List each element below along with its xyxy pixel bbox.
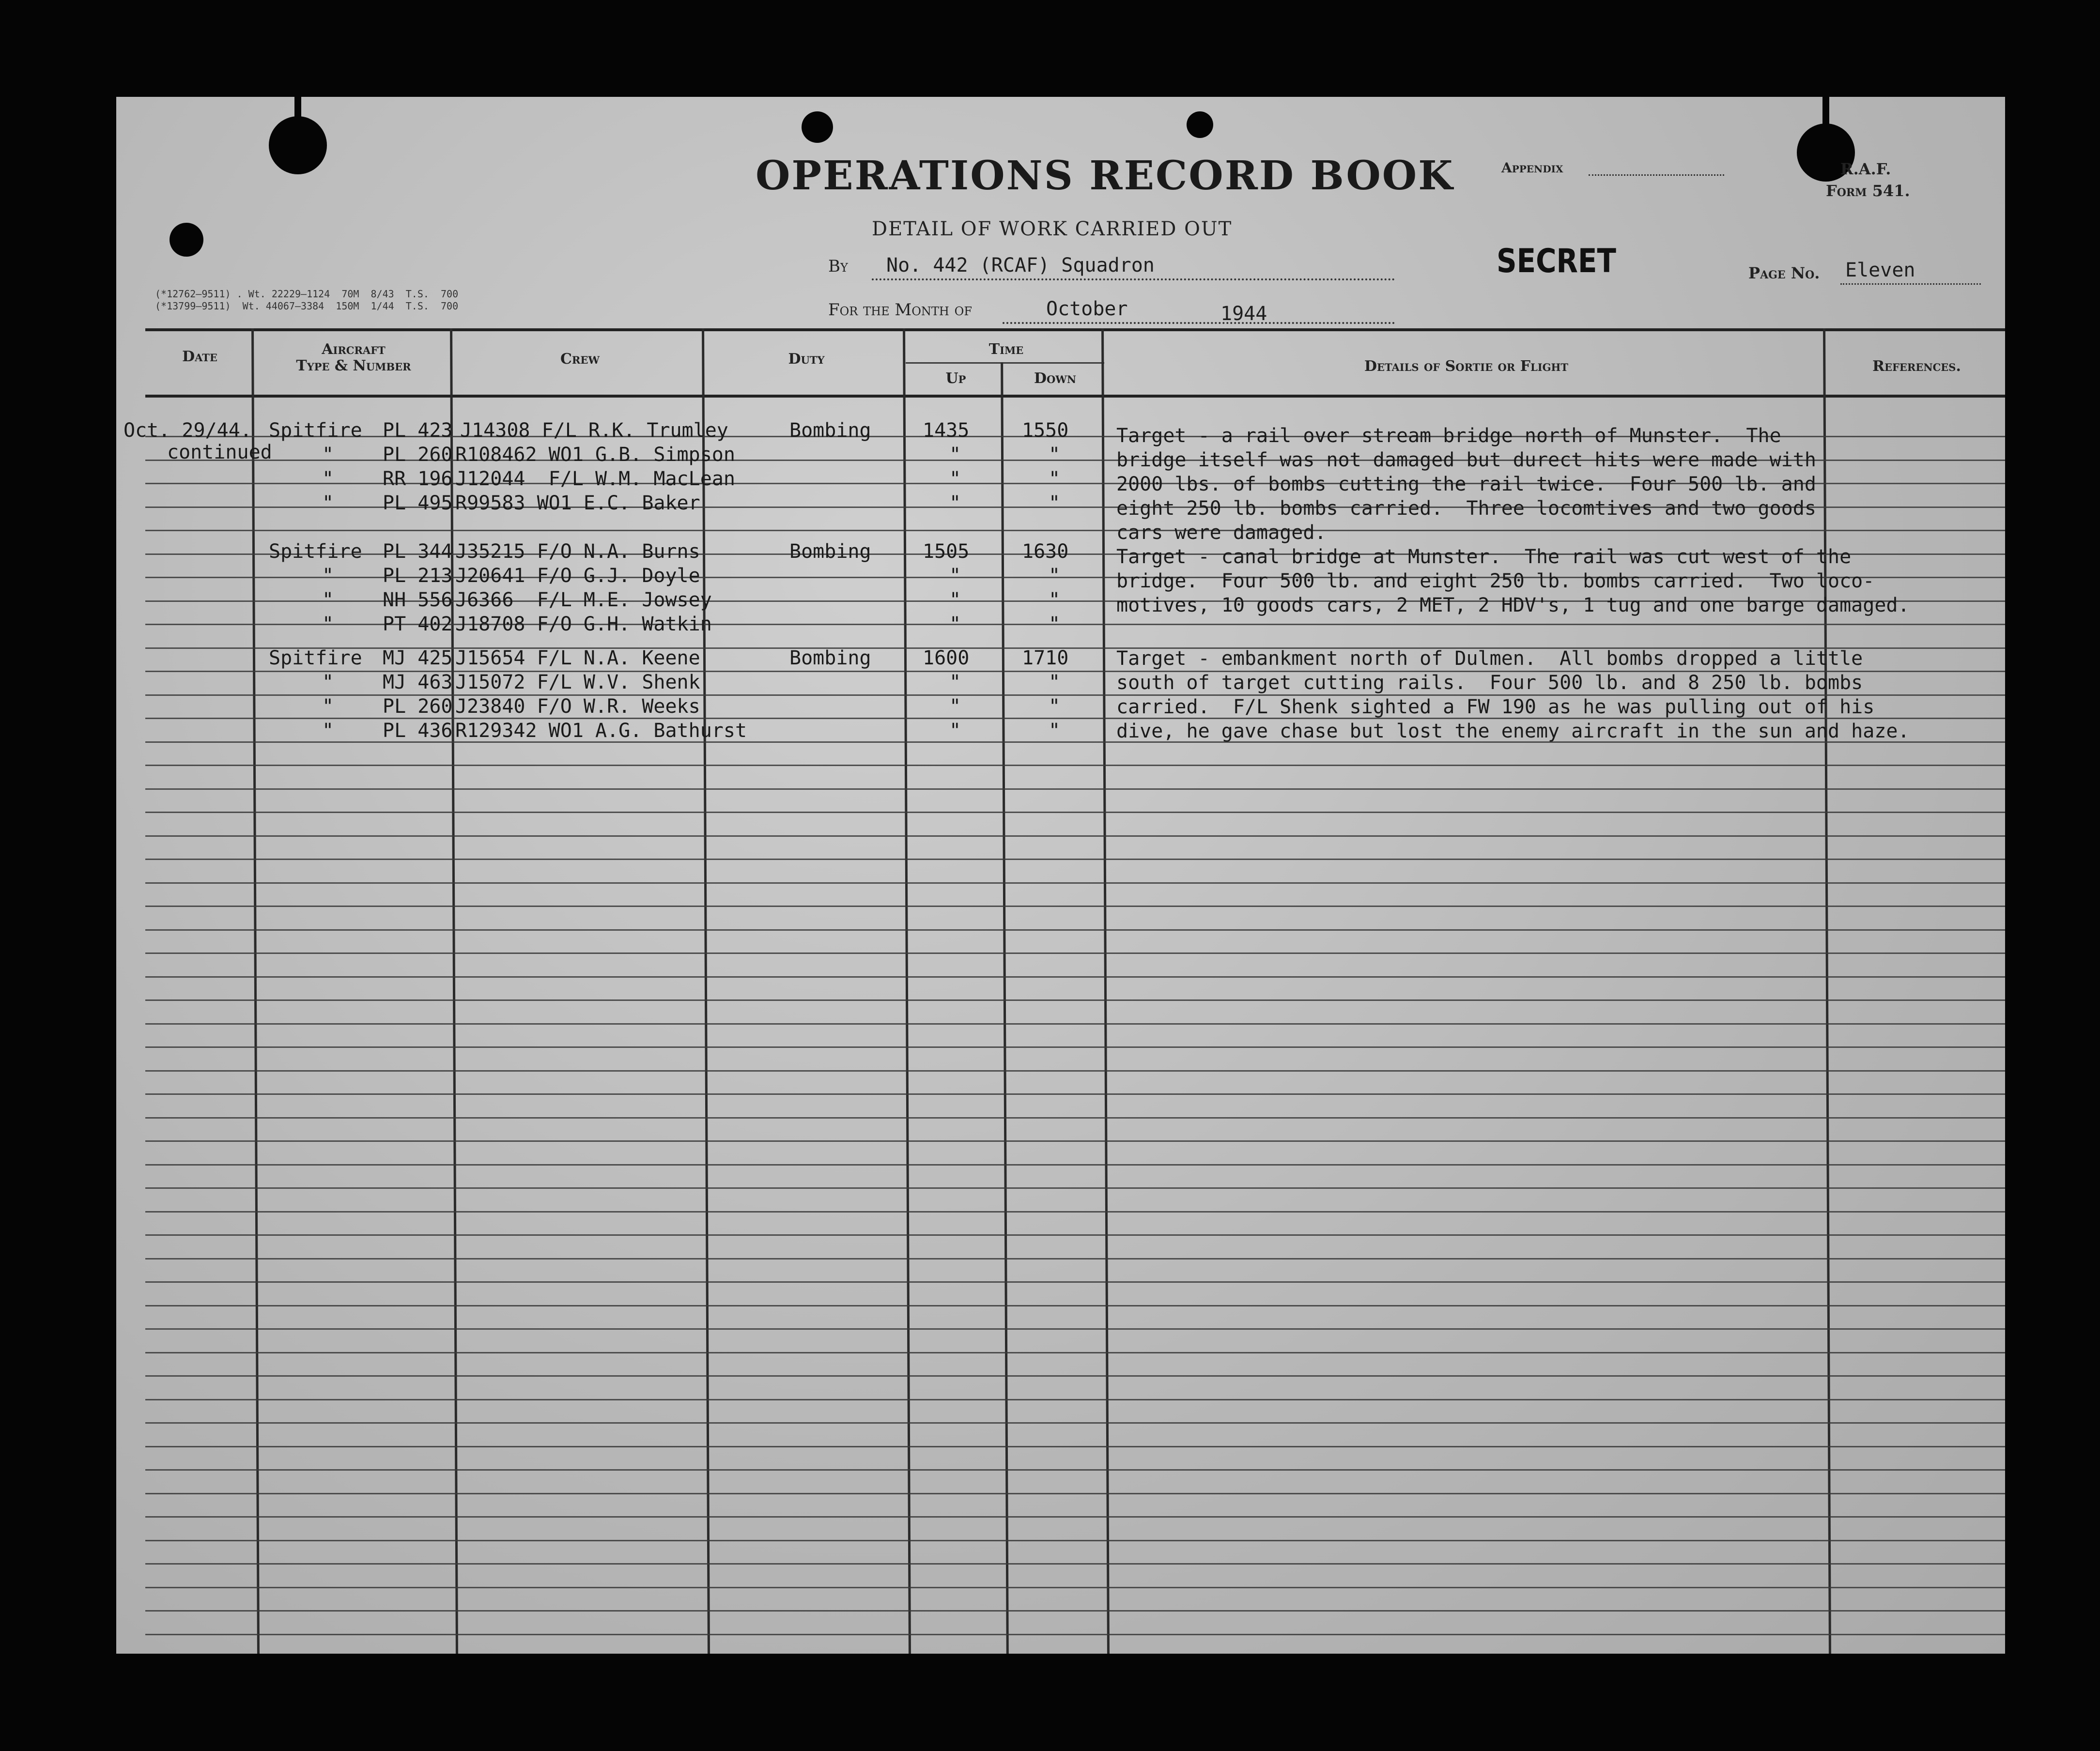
column-header-details: Details of Sortie or Flight <box>1364 358 1569 375</box>
aircraft-type: " <box>322 444 334 466</box>
ruled-line <box>145 1070 2005 1072</box>
time-down: 1550 <box>1022 419 1069 442</box>
punch-hole <box>170 223 203 257</box>
time-down: " <box>1049 671 1061 693</box>
ruled-line <box>145 1610 2005 1612</box>
column-header-down: Down <box>1034 370 1077 387</box>
sortie-date: Oct. 29/44. <box>124 419 252 442</box>
page-number-underline <box>1840 283 1981 285</box>
ruled-line <box>145 1375 2005 1377</box>
crew-member: J23840 F/O W.R. Weeks <box>455 695 700 718</box>
aircraft-number: PL 260 <box>383 444 453 466</box>
aircraft-number: RR 196 <box>383 468 453 490</box>
time-up: " <box>949 720 961 742</box>
aircraft-number: PL 495 <box>383 492 453 514</box>
aircraft-number: PT 402 <box>383 613 453 635</box>
ruled-line <box>145 788 2005 790</box>
form-label: R.A.F. <box>1840 160 1891 178</box>
crew-member: R99583 WO1 E.C. Baker <box>455 492 700 514</box>
sortie-details-line: bridge. Four 500 lb. and eight 250 lb. bombs carried. Two loco- <box>1116 570 1875 592</box>
page-number-value: Eleven <box>1845 259 1915 281</box>
ruled-line <box>145 1046 2005 1048</box>
column-header-time: Time <box>988 341 1024 358</box>
crew-member: J15072 F/L W.V. Shenk <box>455 671 700 693</box>
aircraft-type: " <box>322 671 334 693</box>
sortie-date-continued: continued <box>167 441 272 463</box>
column-divider-up <box>1001 362 1009 1654</box>
column-header-duty: Duty <box>788 351 825 368</box>
appendix-underline <box>1589 174 1724 176</box>
ruled-line <box>145 835 2005 837</box>
aircraft-type: Spitfire <box>269 540 362 563</box>
aircraft-type: " <box>322 613 334 635</box>
sortie-details-line: motives, 10 goods cars, 2 MET, 2 HDV's, 1 tug and one barge damaged. <box>1116 594 1910 616</box>
column-divider-down <box>1101 328 1110 1654</box>
column-divider-duty <box>903 328 911 1654</box>
sortie-details-line: 2000 lbs. of bombs cutting the rail twice. Four 500 lb. and <box>1116 473 1816 495</box>
time-up: " <box>949 589 961 611</box>
ruled-line <box>145 1516 2005 1518</box>
aircraft-number: MJ 425 <box>383 647 453 669</box>
page-title: OPERATIONS RECORD BOOK <box>756 153 1454 199</box>
aircraft-type: " <box>322 589 334 611</box>
aircraft-number: MJ 463 <box>383 671 453 693</box>
crew-member: R129342 WO1 A.G. Bathurst <box>455 720 747 742</box>
sortie-details-line: south of target cutting rails. Four 500 lb. and 8 250 lb. bombs <box>1116 672 1863 694</box>
appendix-label: Appendix <box>1501 160 1563 176</box>
table-top-border <box>145 328 2005 331</box>
time-down: 1630 <box>1022 540 1069 563</box>
aircraft-type: Spitfire <box>269 419 362 442</box>
year-value: 1944 <box>1220 303 1267 325</box>
record-sheet <box>116 97 2005 1654</box>
aircraft-type: " <box>322 468 334 490</box>
time-down: " <box>1049 589 1061 611</box>
aircraft-type: " <box>322 720 334 742</box>
aircraft-type: " <box>322 565 334 587</box>
ruled-line <box>145 1352 2005 1353</box>
punch-hole <box>1187 111 1213 138</box>
ruled-line <box>145 1328 2005 1330</box>
crew-member: J18708 F/O G.H. Watkin <box>455 613 712 635</box>
header-bottom-border <box>145 395 2005 398</box>
aircraft-type: Spitfire <box>269 647 362 669</box>
crew-member: R108462 WO1 G.B. Simpson <box>455 444 735 466</box>
aircraft-number: PL 213 <box>383 565 453 587</box>
aircraft-type: " <box>322 492 334 514</box>
by-label: By <box>828 257 848 276</box>
ruled-line <box>145 1187 2005 1189</box>
time-up: " <box>949 468 961 490</box>
time-down: " <box>1049 695 1061 718</box>
column-header-aircraft: Aircraft Type & Number <box>296 341 411 374</box>
ruled-line <box>145 1140 2005 1142</box>
ruled-line <box>145 1117 2005 1119</box>
column-header-up: Up <box>945 370 966 387</box>
ruled-line <box>145 1164 2005 1166</box>
time-up: 1435 <box>923 419 970 442</box>
time-up: " <box>949 444 961 466</box>
form-number: Form 541. <box>1826 182 1910 200</box>
page-number-label: Page No. <box>1748 264 1820 282</box>
month-value: October <box>1046 298 1128 320</box>
ruled-line <box>145 952 2005 954</box>
ruled-line <box>145 1540 2005 1541</box>
ruled-line <box>145 999 2005 1001</box>
sortie-duty: Bombing <box>789 419 871 442</box>
time-up: " <box>949 613 961 635</box>
ruled-line <box>145 1258 2005 1259</box>
ruled-line <box>145 1587 2005 1588</box>
sortie-details-line: dive, he gave chase but lost the enemy aircraft in the sun and haze. <box>1116 720 1910 742</box>
ruled-line <box>145 1493 2005 1494</box>
column-divider-details <box>1823 328 1831 1654</box>
squadron-name: No. 442 (RCAF) Squadron <box>886 254 1155 276</box>
ruled-line <box>145 530 2005 531</box>
sortie-details-line: bridge itself was not damaged but durect hits were made with <box>1116 449 1816 471</box>
ruled-line <box>145 765 2005 766</box>
sortie-details-line: cars were damaged. <box>1116 522 1327 544</box>
aircraft-number: PL 344 <box>383 540 453 563</box>
sortie-details-line: Target - embankment north of Dulmen. All bombs dropped a little <box>1116 647 1863 670</box>
time-down: " <box>1049 720 1061 742</box>
ruled-line <box>145 882 2005 884</box>
crew-member: J35215 F/O N.A. Burns <box>455 540 700 563</box>
time-down: " <box>1049 613 1061 635</box>
time-up: " <box>949 492 961 514</box>
ruled-line <box>145 1469 2005 1471</box>
time-up: 1600 <box>923 647 970 669</box>
column-header-references: References. <box>1872 358 1961 375</box>
print-code-line-2: (*13799—9511) Wt. 44067—3384 150M 1/44 T.S. 700 <box>155 300 459 312</box>
time-header-divider <box>906 362 1104 364</box>
ruled-line <box>145 976 2005 978</box>
crew-member: J14308 F/L R.K. Trumley <box>460 419 728 442</box>
month-underline <box>1003 322 1395 324</box>
punch-hole <box>802 111 833 143</box>
sortie-details-line: carried. F/L Shenk sighted a FW 190 as he was pulling out of his <box>1116 696 1875 718</box>
print-code-line-1: (*12762—9511) . Wt. 22229—1124 70M 8/43 T.S. 700 <box>155 288 459 300</box>
time-down: 1710 <box>1022 647 1069 669</box>
sortie-details-line: Target - a rail over stream bridge north of Munster. The <box>1116 425 1781 447</box>
time-down: " <box>1049 492 1061 514</box>
ruled-line <box>145 1446 2005 1447</box>
crew-member: J12044 F/L W.M. MacLean <box>455 468 735 490</box>
sortie-details-line: eight 250 lb. bombs carried. Three locomtives and two goods <box>1116 497 1816 520</box>
ruled-line <box>145 812 2005 813</box>
aircraft-type: " <box>322 695 334 718</box>
ruled-line <box>145 1234 2005 1236</box>
column-divider-crew <box>702 328 710 1654</box>
time-down: " <box>1049 444 1061 466</box>
time-up: " <box>949 695 961 718</box>
aircraft-number: NH 556 <box>383 589 453 611</box>
ruled-line <box>145 1023 2005 1025</box>
ruled-line <box>145 1305 2005 1306</box>
ruled-line <box>145 1563 2005 1565</box>
crew-member: J6366 F/L M.E. Jowsey <box>455 589 712 611</box>
ruled-line <box>145 906 2005 907</box>
ruled-line <box>145 929 2005 931</box>
punch-hole-slot <box>1822 97 1829 131</box>
time-up: " <box>949 671 961 693</box>
ruled-line <box>145 1634 2005 1635</box>
time-down: " <box>1049 565 1061 587</box>
by-underline <box>872 278 1395 280</box>
ruled-line <box>145 1399 2005 1400</box>
time-up: 1505 <box>923 540 970 563</box>
time-up: " <box>949 565 961 587</box>
aircraft-number: PL 436 <box>383 720 453 742</box>
ruled-line <box>145 1211 2005 1213</box>
sortie-details-line: Target - canal bridge at Munster. The rail was cut west of the <box>1116 546 1852 568</box>
ruled-line <box>145 1093 2005 1095</box>
ruled-line <box>145 859 2005 860</box>
page-subtitle: DETAIL OF WORK CARRIED OUT <box>872 218 1233 240</box>
column-header-date: Date <box>182 348 217 365</box>
aircraft-number: PL 260 <box>383 695 453 718</box>
punch-hole-slot <box>294 97 301 126</box>
aircraft-number: PL 423 <box>383 419 453 442</box>
ruled-line <box>145 1422 2005 1424</box>
column-divider-date <box>251 328 260 1654</box>
ruled-line <box>145 1281 2005 1283</box>
sortie-duty: Bombing <box>789 540 871 563</box>
crew-member: J20641 F/O G.J. Doyle <box>455 565 700 587</box>
secret-stamp: SECRET <box>1497 242 1616 280</box>
crew-member: J15654 F/L N.A. Keene <box>455 647 700 669</box>
column-header-crew: Crew <box>560 351 600 368</box>
time-down: " <box>1049 468 1061 490</box>
month-label: For the Month of <box>828 300 972 320</box>
column-divider-aircraft <box>450 328 458 1654</box>
sortie-duty: Bombing <box>789 647 871 669</box>
